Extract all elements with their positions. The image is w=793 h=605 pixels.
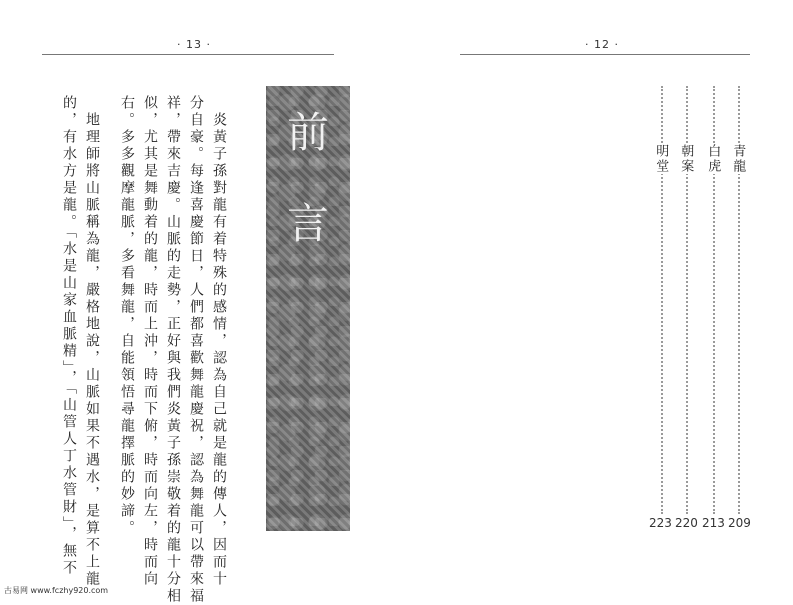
toc-page-number: 220 — [675, 516, 698, 530]
toc-label: 明堂 — [653, 144, 669, 174]
title-banner — [266, 86, 350, 531]
toc-entry-qinglong — [728, 86, 750, 514]
body-column-7: 的，有水方是龍。「水是山家血脈精」，「山管人丁水管財」，無不 — [61, 95, 77, 577]
header-rule — [460, 54, 750, 55]
page-number: · 12 · — [585, 38, 619, 51]
body-column-1: 炎黃子孫對龍有着特殊的感情，認為自己就是龍的傳人，因而十 — [211, 112, 227, 588]
toc-label: 白虎 — [705, 144, 721, 174]
toc-label: 青龍 — [730, 144, 746, 174]
body-column-2: 分自豪。每逢喜慶節日，人們都喜歡舞龍慶祝，認為舞龍可以帶來福 — [188, 95, 204, 605]
toc-entry-mingtang — [651, 86, 673, 514]
body-column-3: 祥，帶來吉慶。山脈的走勢，正好與我們炎黃子孫崇敬着的龍十分相 — [165, 95, 181, 605]
toc-label: 朝案 — [678, 144, 694, 174]
toc-page-number: 213 — [702, 516, 725, 530]
body-column-4: 似，尤其是舞動着的龍，時而上沖，時而下俯，時而向左，時而向 — [142, 95, 158, 588]
left-page — [0, 0, 396, 605]
body-column-5: 右。多多觀摩龍脈，多看舞龍，自能領悟尋龍擇脈的妙諦。 — [119, 95, 135, 537]
watermark: 古易网 www.fczhy920.com — [4, 586, 109, 595]
toc-page-number: 223 — [649, 516, 672, 530]
body-column-6: 地理師將山脈稱為龍，嚴格地說，山脈如果不遇水，是算不上龍 — [84, 112, 100, 588]
title-char-1: 前 — [286, 108, 329, 157]
title-char-2: 言 — [286, 199, 329, 248]
header-rule — [42, 54, 334, 55]
page-number: · 13 · — [177, 38, 211, 51]
toc-entry-baihu — [703, 86, 725, 514]
toc-page-number: 209 — [728, 516, 751, 530]
right-page — [400, 0, 793, 600]
toc-entry-chaoan — [676, 86, 698, 514]
